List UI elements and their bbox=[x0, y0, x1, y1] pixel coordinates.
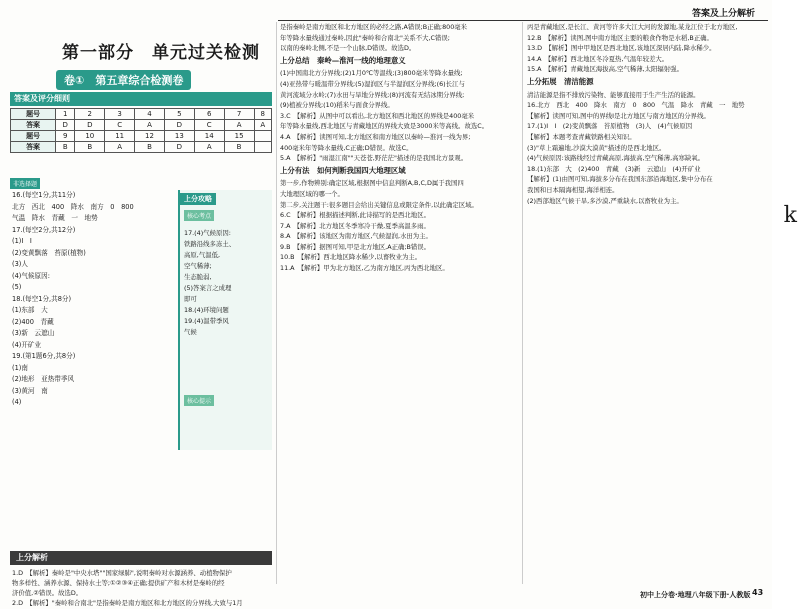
table-cell: 7 bbox=[224, 109, 254, 120]
answer-line: (3)黄河 南 bbox=[12, 386, 48, 395]
table-row-label: 题号 bbox=[11, 109, 56, 120]
answer-line: (4) bbox=[12, 398, 22, 406]
answer-line: 19.(第1题6分,共8分) bbox=[12, 352, 76, 360]
answer-table bbox=[10, 108, 272, 153]
text-line: 上分总结 秦岭—淮河一线的地理意义 bbox=[280, 55, 406, 65]
side-line: 18.(4)环境问题 bbox=[184, 306, 229, 314]
answer-line: (2)400 青藏 bbox=[12, 317, 54, 326]
table-cell: 15 bbox=[224, 131, 254, 142]
text-line: 400毫米年等降水量线,C正确;D错误。故选C。 bbox=[280, 143, 413, 152]
text-line: 年等降水量线通过秦岭,因此"秦岭和合南北"关系不大,C错误; bbox=[280, 33, 450, 42]
answer-line: (3)人 bbox=[12, 260, 28, 268]
side-panel-head: 上分攻略 bbox=[180, 193, 216, 205]
answer-line: 18.(每空1分,共8分) bbox=[12, 294, 72, 303]
table-cell: A bbox=[254, 120, 271, 131]
text-line: 7.A 【解析】北方地区冬季寒冷干燥,夏季高温多雨。 bbox=[280, 221, 430, 230]
table-cell: 6 bbox=[194, 109, 224, 120]
column-divider bbox=[522, 22, 523, 584]
table-cell: B bbox=[75, 142, 105, 153]
text-line: 【解析】本题考查青藏铁路相关知识。 bbox=[527, 132, 636, 141]
page-header: 答案及上分解析 bbox=[692, 9, 756, 19]
text-line: (4)气候原因:该路线经过青藏高原,海拔高,空气稀薄,高寒缺氧。 bbox=[527, 154, 705, 163]
table-cell: 9 bbox=[56, 131, 75, 142]
text-line: 黄河流域分水岭;(7)水田与旱地分界线;(8)河流有无结冰期分界线; bbox=[280, 90, 465, 99]
table-cell: 8 bbox=[254, 109, 271, 120]
side-line: (5)答案言之成理 bbox=[184, 284, 232, 292]
text-line: 13.D 【解析】图中甲地区是西北地区,该地区深居内陆,降水稀少。 bbox=[527, 44, 716, 53]
table-cell: A bbox=[105, 142, 135, 153]
side-line: 高原,气温低, bbox=[184, 251, 221, 259]
text-line: 清洁能源是指不排放污染物、能够直接用于生产生活的能源。 bbox=[527, 90, 700, 99]
text-line: (2)西部地区气候干旱,多沙漠,严重缺水,以畜牧业为主。 bbox=[527, 196, 683, 205]
side-line: 生态脆弱, bbox=[184, 273, 212, 281]
answer-line: (1)东部 大 bbox=[12, 306, 48, 314]
text-line: 14.A 【解析】西北地区冬冷夏热,气温年较差大。 bbox=[527, 54, 669, 63]
text-line: 年等降水量线,西北地区与青藏地区的界线大致是3000米等高线。故选C。 bbox=[280, 122, 489, 131]
column-divider bbox=[276, 22, 277, 584]
text-line: 【解析】读图可知,图中的界线Ⅰ是北方地区与南方地区的分界线。 bbox=[527, 111, 710, 120]
text-line: 15.A 【解析】青藏地区海拔高,空气稀薄,太阳辐射强。 bbox=[527, 65, 683, 74]
table-cell: 14 bbox=[194, 131, 224, 142]
side-panel-lines bbox=[184, 228, 272, 338]
side-line: 铁路沿线多冻土、 bbox=[184, 240, 236, 248]
answer-line: (3)新 云遮山 bbox=[12, 329, 55, 337]
table-cell: B bbox=[224, 142, 254, 153]
text-line: 上分拓展 清洁能源 bbox=[527, 76, 594, 86]
table-cell: D bbox=[56, 120, 75, 131]
table-row-label: 答案 bbox=[11, 120, 56, 131]
table-cell: D bbox=[164, 142, 194, 153]
text-line: 8.A 【解析】该地区为南方地区,气候湿润,水田为主。 bbox=[280, 232, 432, 241]
answer-line: (5) bbox=[12, 283, 22, 291]
answer-line: 17.(每空2分,共12分) bbox=[12, 225, 76, 234]
text-line: (1)中国南北方分界线;(2)1月0℃等温线;(3)800毫米等降水量线; bbox=[280, 69, 463, 78]
analysis-line: 物多样性、涵养水源、保持水土等;①②③④正确;提供矿产和木材是秦岭的经 bbox=[12, 579, 225, 587]
side-tag-2: 核心提示 bbox=[184, 395, 214, 406]
edge-fragment: k bbox=[783, 203, 797, 228]
table-row-label: 题号 bbox=[11, 131, 56, 142]
table-cell: B bbox=[56, 142, 75, 153]
table-row bbox=[11, 120, 272, 131]
analysis-line: 1.D 【解析】秦岭是"中央水塔""国家绿肺",说明秦岭对水源涵养、动植物保护 bbox=[12, 569, 232, 577]
table-row bbox=[11, 109, 272, 120]
header-rule bbox=[278, 20, 768, 21]
table-cell: A bbox=[135, 120, 165, 131]
text-line: 上分有法 如何判断我国四大地理区域 bbox=[280, 165, 406, 175]
table-cell: B bbox=[135, 142, 165, 153]
page-number: 43 bbox=[752, 588, 764, 597]
table-cell: D bbox=[164, 120, 194, 131]
table-cell bbox=[254, 142, 271, 153]
side-tag-1: 核心考点 bbox=[184, 210, 214, 221]
answer-line: (1)Ⅰ Ⅰ bbox=[12, 237, 32, 245]
text-line: 第二步,关注题干:很多题目会给出关键信息或限定条件,以此确定区域。 bbox=[280, 200, 478, 209]
text-line: 12.B 【解析】读图,图中南方地区主要的粮食作物是水稻,B正确。 bbox=[527, 33, 713, 42]
answer-line: (2)地形 亚热带季风 bbox=[12, 375, 75, 383]
text-line: (3)"草上霜遍地,沙漠大漠黄"描述的是西北地区。 bbox=[527, 143, 666, 152]
table-cell: 2 bbox=[75, 109, 105, 120]
text-line: 丙是青藏地区,是长江、黄河等许多大江大河的发源地,某龙江位于北方地区, bbox=[527, 23, 738, 31]
table-cell: 3 bbox=[105, 109, 135, 120]
table-cell: 12 bbox=[135, 131, 165, 142]
text-line: 11.A 【解析】甲为北方地区,乙为南方地区,丙为西北地区。 bbox=[280, 264, 449, 273]
text-line: 5.A 【解析】"雨湿江南""天苍苍,野茫茫"描述的是我国北方景观。 bbox=[280, 154, 468, 163]
text-line: 第一步,作物辨别:确定区域,根据图中信息判断A,B,C,D属于我国四 bbox=[280, 179, 464, 188]
side-line: 19.(4)温带季风 bbox=[184, 317, 229, 325]
table-row bbox=[11, 142, 272, 153]
text-line: (9)植被分界线;(10)稻米与面食分界线。 bbox=[280, 101, 394, 110]
table-cell: 11 bbox=[105, 131, 135, 142]
text-line: 是指秦岭是南方地区和北方地区的必经之路,A错误;B正确;800毫米 bbox=[280, 23, 468, 31]
table-row bbox=[11, 131, 272, 142]
non-choice-tag: 非选择题 bbox=[10, 178, 40, 189]
analysis-line: 济价值,②错误。故选D。 bbox=[12, 589, 83, 597]
right-column bbox=[527, 22, 771, 206]
table-cell: 1 bbox=[56, 109, 75, 120]
table-cell: 5 bbox=[164, 109, 194, 120]
analysis-bar: 上分解析 bbox=[10, 551, 272, 565]
answer-line: 16.(每空1分,共11分) bbox=[12, 191, 76, 199]
table-cell: 4 bbox=[135, 109, 165, 120]
table-cell: D bbox=[75, 120, 105, 131]
text-line: 6.C 【解析】根据描述判断,此诗描写的是西北地区。 bbox=[280, 211, 430, 220]
answer-lines bbox=[12, 190, 172, 409]
table-cell: A bbox=[224, 120, 254, 131]
table-cell bbox=[254, 131, 271, 142]
middle-column bbox=[280, 22, 520, 274]
text-line: 16.北方 西北 400 降水 南方 0 800 气温 降水 青藏 一 地势 bbox=[527, 101, 745, 110]
part-title: 第一部分 单元过关检测 bbox=[62, 43, 260, 63]
answer-line: (1)南 bbox=[12, 363, 28, 372]
side-line: 空气稀薄; bbox=[184, 262, 212, 270]
analysis-line: 2.D 【解析】"秦岭和合南北"是指秦岭是南方地区和北方地区的分界线,大致与1月 bbox=[12, 599, 243, 607]
side-line: 17.(4)气候原因: bbox=[184, 229, 231, 237]
table-row-label: 答案 bbox=[11, 142, 56, 153]
answer-sheet-label: 答案及评分细则 bbox=[10, 92, 272, 106]
answer-line: (4)开矿业 bbox=[12, 340, 42, 349]
side-line: 即可 bbox=[184, 295, 197, 303]
roll-title: 卷① 第五章综合检测卷 bbox=[56, 70, 191, 90]
text-line: 9.B 【解析】据图可知,甲是北方地区,A正确;B错误。 bbox=[280, 242, 431, 251]
table-cell: C bbox=[105, 120, 135, 131]
text-line: 10.B 【解析】西北地区降水稀少,以畜牧业为主。 bbox=[280, 253, 422, 262]
answer-line: (2)变黄飘落 苔原(植物) bbox=[12, 248, 86, 257]
text-line: 大地理区域的哪一个。 bbox=[280, 189, 344, 198]
page-edge bbox=[772, 0, 800, 609]
answer-line: (4)气候原因: bbox=[12, 271, 50, 280]
text-line: 我国和日本隔海相望,海洋相连。 bbox=[527, 185, 619, 194]
table-cell: 10 bbox=[75, 131, 105, 142]
text-line: 17.(1)Ⅰ Ⅰ (2)变黄飘落 苔原植物 (3)人 (4)气候原因 bbox=[527, 122, 693, 131]
text-line: (4)亚热带与暖温带分界线;(5)湿润区与半湿润区分界线;(6)长江与 bbox=[280, 79, 465, 88]
answer-line: 北方 西北 400 降水 南方 0 800 bbox=[12, 202, 134, 211]
text-line: 3.C 【解析】从图中可以看出,北方地区和西北地区的界线是400毫米 bbox=[280, 111, 475, 120]
table-cell: 13 bbox=[164, 131, 194, 142]
footer-text: 初中上分卷·地理八年级下册·人教版 bbox=[640, 591, 751, 599]
text-line: 18.(1)东部 大 (2)400 青藏 (3)新 云遮山 (4)开矿业 bbox=[527, 164, 701, 173]
text-line: 以南的秦岭北侧,不是一个山脉,D错误。故选D。 bbox=[280, 44, 416, 53]
text-line: 【解析】(1)由图可知,海拔多分布在我国东部沿海地区,集中分布在 bbox=[527, 175, 713, 184]
table-cell: A bbox=[194, 142, 224, 153]
side-line: 气候 bbox=[184, 328, 197, 336]
answer-line: 气温 降水 青藏 一 地势 bbox=[12, 214, 98, 222]
text-line: 4.A 【解析】读图可知,北方地区和南方地区以秦岭—淮河一线为界; bbox=[280, 132, 471, 141]
analysis-lines bbox=[12, 568, 274, 608]
table-cell: C bbox=[194, 120, 224, 131]
